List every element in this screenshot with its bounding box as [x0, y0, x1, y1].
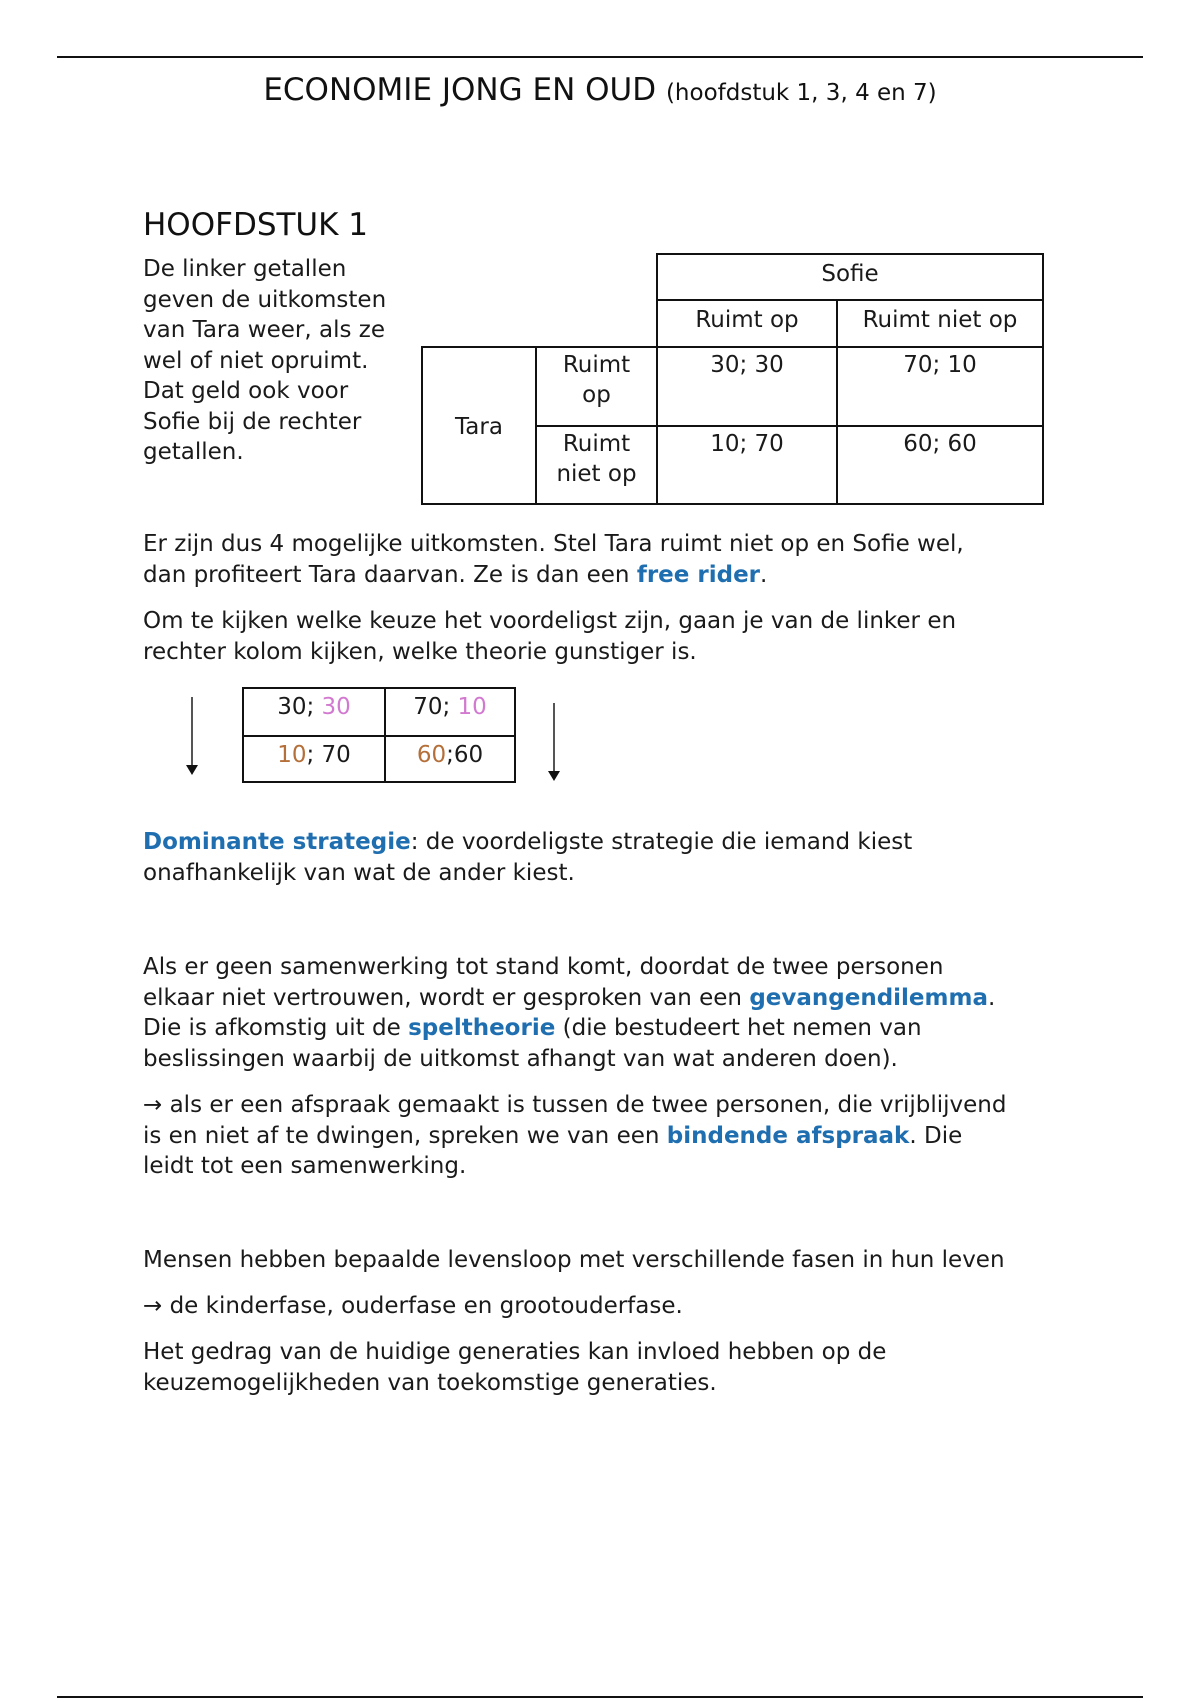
text-line: Die is afkomstig uit de speltheorie (die bestudeert het nemen van	[143, 1015, 922, 1041]
matrix-col-header: Ruimt niet op	[836, 299, 1044, 348]
keyword-dominante-strategie: Dominante strategie	[143, 829, 411, 855]
intro-line: geven de uitkomsten	[143, 286, 387, 313]
intro-line: getallen.	[143, 439, 244, 465]
text-line: dan profiteert Tara daarvan. Ze is dan een free rider.	[143, 561, 768, 588]
paragraph-generations	[143, 1337, 1083, 1398]
intro-text	[143, 254, 413, 468]
top-rule	[57, 56, 1143, 58]
paragraph-free-rider	[143, 529, 1083, 590]
row-header-line: Ruimt	[562, 431, 631, 457]
text-line: Het gedrag van de huidige generaties kan invloed hebben op de	[143, 1339, 887, 1365]
text-line: Als er geen samenwerking tot stand komt, doordat de twee personen	[143, 954, 944, 980]
intro-line: Sofie bij de rechter	[143, 408, 362, 435]
chapter-heading: HOOFDSTUK 1	[143, 207, 369, 243]
row-header-line: niet op	[556, 461, 637, 487]
paragraph-comparison	[143, 606, 1083, 667]
text-line: Dominante strategie: de voordeligste strategie die iemand kiest	[143, 829, 913, 855]
title-subtitle: (hoofdstuk 1, 3, 4 en 7)	[665, 80, 937, 106]
text-line: Er zijn dus 4 mogelijke uitkomsten. Stel Tara ruimt niet op en Sofie wel,	[143, 531, 964, 557]
comparison-cell: 70; 10	[384, 687, 516, 737]
comparison-table	[242, 687, 516, 783]
paragraph-prisoners-dilemma	[143, 952, 1083, 1074]
row-header-line: Ruimt	[562, 352, 631, 378]
comparison-cell: 10; 70	[242, 735, 386, 783]
text-line: elkaar niet vertrouwen, wordt er gesproken van een gevangendilemma.	[143, 984, 996, 1011]
matrix-row-header	[535, 425, 658, 505]
keyword-bindende-afspraak: bindende afspraak	[666, 1122, 910, 1149]
bottom-rule	[57, 1696, 1143, 1698]
matrix-row-header	[535, 346, 658, 427]
comparison-cell: 60;60	[384, 735, 516, 783]
intro-line: van Tara weer, als ze	[143, 317, 385, 343]
text-line: leidt tot een samenwerking.	[143, 1153, 467, 1179]
keyword-gevangendilemma: gevangendilemma	[749, 984, 988, 1011]
matrix-cell: 30; 30	[656, 346, 838, 427]
comparison-cell: 30; 30	[242, 687, 386, 737]
text-line: keuzemogelijkheden van toekomstige generaties.	[143, 1369, 717, 1396]
matrix-col-header: Ruimt op	[656, 299, 838, 348]
matrix-row-player: Tara	[421, 346, 537, 505]
keyword-speltheorie: speltheorie	[408, 1015, 556, 1041]
text-line: rechter kolom kijken, welke theorie gunstiger is.	[143, 638, 697, 665]
text-line: is en niet af te dwingen, spreken we van een bindende afspraak. Die	[143, 1122, 963, 1149]
text-line: onafhankelijk van wat de ander kiest.	[143, 859, 575, 886]
intro-line: wel of niet opruimt.	[143, 347, 369, 374]
matrix-col-player: Sofie	[656, 253, 1044, 301]
text-line: beslissingen waarbij de uitkomst afhangt van wat anderen doen).	[143, 1045, 898, 1072]
title-main: ECONOMIE JONG EN OUD	[263, 72, 657, 108]
arrow-down-icon	[185, 697, 199, 779]
paragraph-life-course: Mensen hebben bepaalde levensloop met verschillende fasen in hun leven	[143, 1247, 1005, 1273]
paragraph-life-phases: → de kinderfase, ouderfase en grootouderfase.	[143, 1293, 683, 1319]
payoff-matrix	[421, 253, 1044, 505]
matrix-cell: 60; 60	[836, 425, 1044, 505]
definition-dominant-strategy	[143, 827, 1083, 888]
paragraph-binding-agreement	[143, 1090, 1083, 1182]
matrix-cell: 70; 10	[836, 346, 1044, 427]
row-header-line: op	[582, 382, 611, 408]
matrix-cell: 10; 70	[656, 425, 838, 505]
text-line: → als er een afspraak gemaakt is tussen de twee personen, die vrijblijvend	[143, 1092, 1007, 1118]
intro-line: Dat geld ook voor	[143, 378, 349, 404]
keyword-free-rider: free rider	[636, 561, 761, 588]
arrow-down-icon	[547, 703, 561, 785]
text-line: Om te kijken welke keuze het voordeligst zijn, gaan je van de linker en	[143, 608, 957, 634]
document-title	[0, 70, 1200, 113]
intro-line: De linker getallen	[143, 256, 347, 282]
